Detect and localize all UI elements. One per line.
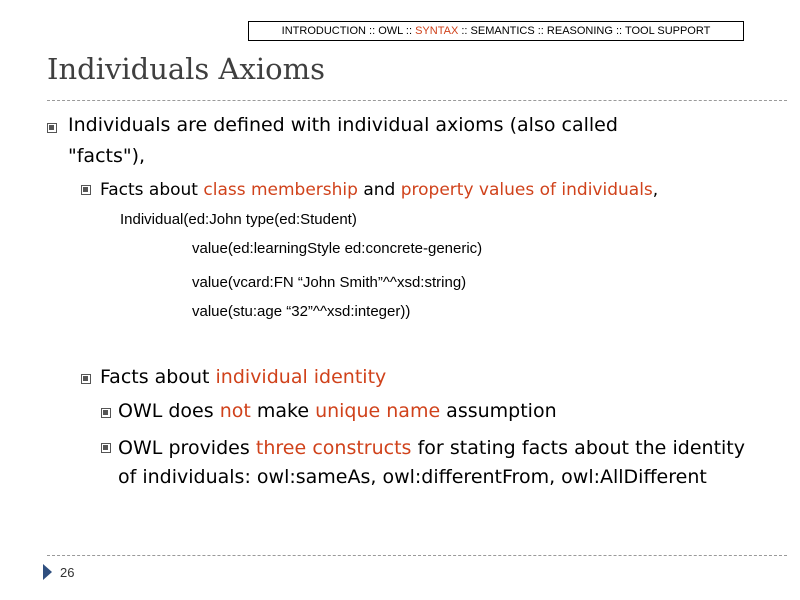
text: make — [250, 400, 316, 422]
facts-class-membership-item — [100, 180, 658, 200]
code-line-4: value(stu:age “32”^^xsd:integer)) — [192, 303, 411, 320]
code-line-1: Individual(ed:John type(ed:Student) — [120, 211, 357, 228]
facts-identity-item — [100, 366, 386, 388]
highlight-property-values: property values of individuals — [400, 180, 653, 200]
highlight-individual-identity: individual identity — [215, 366, 387, 388]
code-line-2: value(ed:learningStyle ed:concrete-generic) — [192, 240, 483, 257]
square-bullet-icon — [101, 443, 111, 453]
text: assumption — [440, 400, 557, 422]
nav-current-section: SYNTAX — [415, 25, 459, 37]
text: OWL does — [118, 400, 220, 422]
bullet-text-line1: Individuals are defined with individual axioms (also called — [68, 114, 618, 136]
text: Facts about — [100, 180, 204, 200]
title-divider — [47, 100, 787, 101]
bullet-text-line2: "facts"), — [68, 145, 146, 167]
square-bullet-icon — [81, 185, 91, 195]
text: for stating facts about the identity of individuals: owl:sameAs, owl:differentFrom, owl:AllDifferent — [118, 437, 745, 488]
nav-after: :: SEMANTICS :: REASONING :: TOOL SUPPORT — [458, 25, 711, 37]
page-arrow-icon — [43, 564, 52, 580]
highlight-three-constructs: three constructs — [255, 437, 412, 459]
text: and — [357, 180, 401, 200]
text: OWL provides — [118, 437, 256, 459]
code-line-3: value(vcard:FN “John Smith”^^xsd:string) — [192, 274, 467, 291]
page-number: 26 — [60, 565, 75, 580]
footer-divider — [47, 555, 787, 556]
highlight-class-membership: class membership — [203, 180, 358, 200]
nav-before: INTRODUCTION :: OWL :: — [281, 25, 416, 37]
breadcrumb-nav — [248, 21, 744, 41]
text: , — [652, 180, 659, 200]
square-bullet-icon — [81, 374, 91, 384]
text: Facts about — [100, 366, 216, 388]
square-bullet-icon — [101, 408, 111, 418]
slide-title: Individuals Axioms — [47, 52, 325, 86]
unique-name-item — [118, 400, 557, 422]
highlight-unique-name: unique name — [315, 400, 441, 422]
square-bullet-icon — [47, 123, 57, 133]
highlight-not: not — [219, 400, 251, 422]
three-constructs-item — [118, 434, 745, 492]
